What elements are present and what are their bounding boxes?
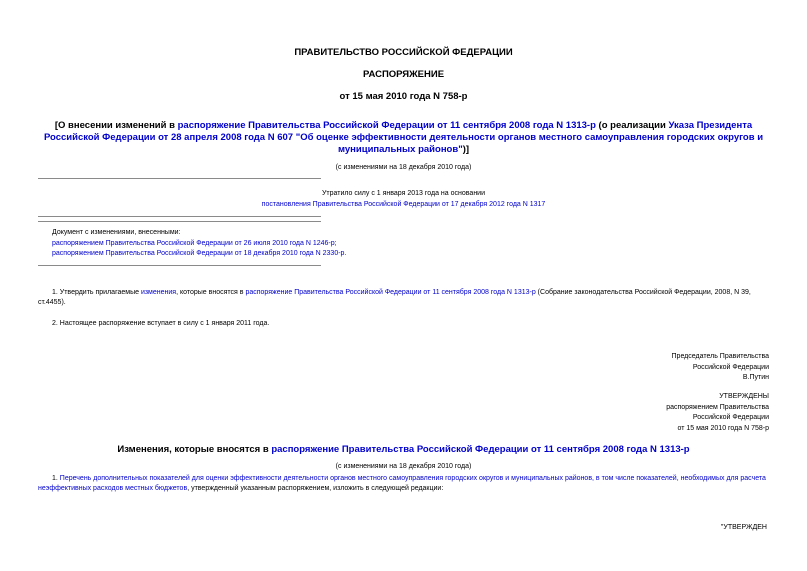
changes-title — [0, 444, 807, 455]
indicators-list-link[interactable]: Перечень дополнительных показателей для оценки эффективности деятельности органов местного самоуправления городских округов и муниципальных районов, в том числе показателей, необходимых для расчета неэффективных расходов местных бюджетов — [38, 475, 766, 492]
change-item-1-text: 1. — [52, 475, 60, 482]
changes-note-2: (с изменениями на 18 декабря 2010 года) — [335, 463, 472, 470]
signature-position: Председатель Правительства — [671, 353, 769, 360]
changes-link[interactable]: изменения — [140, 289, 177, 296]
approval-block — [666, 392, 769, 434]
approved-continuation: "УТВЕРЖДЕН — [720, 524, 767, 531]
paragraph-2: 2. Настоящее распоряжение вступает в силу с 1 января 2011 года. — [52, 320, 270, 327]
title-link-order-1313[interactable]: распоряжение Правительства Российской Федерации от 11 сентября 2008 года N 1313-р — [177, 120, 596, 131]
order-1313-link[interactable]: распоряжение Правительства Российской Федерации от 11 сентября 2008 года N 1313-р — [245, 289, 536, 296]
title-link-decree-607[interactable]: Указа Президента Российской Федерации от 28 апреля 2008 года N 607 "Об оценке эффективности деятельности органов местного самоуправления городских округов и муниципальных районов" — [43, 120, 764, 155]
title-mid: (о реализации — [595, 120, 669, 131]
expired-basis-link[interactable]: постановления Правительства Российской Федерации от 17 декабря 2012 года N 1317 — [261, 201, 546, 208]
government-name: ПРАВИТЕЛЬСТВО РОССИЙСКОЙ ФЕДЕРАЦИИ — [294, 47, 513, 58]
change-item-1-text: , утвержденный указанным распоряжением, изложить в следующей редакции: — [187, 485, 444, 492]
expired-note: Утратило силу с 1 января 2013 года на основании — [321, 190, 486, 197]
divider — [38, 216, 321, 217]
divider — [38, 265, 321, 266]
paragraph-1-text: (Собрание законодательства Российской Федерации, 2008, N 39, ст.4455). — [38, 289, 751, 306]
amendment-link-2330[interactable]: распоряжением Правительства Российской Федерации от 18 декабря 2010 года N 2330-р. — [52, 250, 347, 257]
amendment-link-1246[interactable]: распоряжением Правительства Российской Федерации от 26 июля 2010 года N 1246-р; — [52, 239, 337, 247]
approval-line: Российской Федерации — [692, 414, 769, 421]
document-title — [40, 120, 767, 156]
change-item-1 — [38, 474, 771, 494]
paragraph-1 — [38, 288, 771, 308]
signature-position: Российской Федерации — [692, 363, 769, 371]
changes-note: (с изменениями на 18 декабря 2010 года) — [335, 164, 472, 171]
divider — [38, 178, 321, 179]
amendments-label: Документ с изменениями, внесенными: — [52, 229, 181, 236]
amendments-block — [52, 228, 346, 260]
paragraph-1-text: , которые вносятся в — [176, 289, 246, 296]
approval-line: УТВЕРЖДЕНЫ — [719, 393, 769, 400]
title-open: [О внесении изменений в — [54, 120, 178, 131]
title-close: )] — [462, 144, 470, 155]
document-type: РАСПОРЯЖЕНИЕ — [362, 69, 445, 80]
document-date-number: от 15 мая 2010 года N 758-р — [339, 91, 468, 102]
divider — [38, 221, 321, 222]
changes-title-link[interactable]: распоряжение Правительства Российской Федерации от 11 сентября 2008 года N 1313-р — [271, 444, 690, 455]
signature-block — [672, 352, 769, 384]
approval-line: от 15 мая 2010 года N 758-р — [677, 424, 769, 432]
changes-title-text: Изменения, которые вносятся в — [117, 444, 272, 455]
signature-name: В.Путин — [742, 374, 769, 381]
paragraph-1-text: 1. Утвердить прилагаемые — [52, 289, 141, 296]
approval-line: распоряжением Правительства — [666, 403, 769, 411]
